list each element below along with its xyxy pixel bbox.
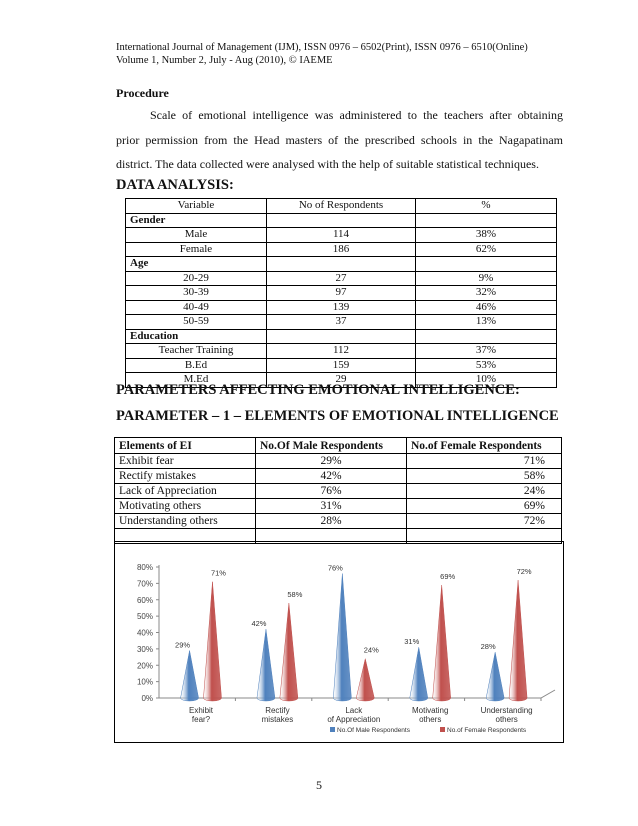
table-row (126, 228, 557, 243)
row-label: 30-39 (126, 286, 267, 301)
column-header: Variable (126, 199, 267, 214)
x-tick-label: others (419, 715, 442, 724)
element-cell: Motivating others (115, 499, 256, 514)
x-tick-label: others (495, 715, 518, 724)
row-count: 159 (267, 358, 416, 373)
ei-elements-table (114, 437, 562, 544)
x-tick-label: Understanding (480, 706, 533, 715)
female-cell: 24% (407, 484, 562, 499)
row-label: Teacher Training (126, 344, 267, 359)
legend-swatch (440, 727, 445, 732)
data-label: 71% (210, 568, 226, 578)
female-cell: 71% (407, 454, 562, 469)
row-percent: 38% (416, 228, 557, 243)
data-label: 31% (404, 637, 420, 647)
cone-bar (410, 647, 428, 701)
table-row (126, 242, 557, 257)
cone-bar (356, 659, 374, 701)
cone-bar (433, 585, 451, 701)
y-tick-label: 10% (136, 677, 153, 687)
parameter1-heading: PARAMETER – 1 – ELEMENTS OF EMOTIONAL INTELLIGENCE (116, 408, 559, 424)
row-count: 139 (267, 300, 416, 315)
journal-header-line1: International Journal of Management (IJM), ISSN 0976 – 6502(Print), ISSN 0976 – 6510(Online) (116, 42, 528, 53)
data-label: 42% (251, 619, 267, 629)
row-count: 27 (267, 271, 416, 286)
row-count: 29 (267, 373, 416, 388)
data-analysis-heading: DATA ANALYSIS: (116, 177, 234, 193)
procedure-line-2: prior permission from the Head masters of the prescribed schools in the Nagapatinam (116, 133, 563, 147)
row-label: 20-29 (126, 271, 267, 286)
column-header: Elements of EI (115, 438, 256, 454)
section-title: Age (126, 257, 267, 272)
procedure-heading: Procedure (116, 86, 169, 100)
male-cell: 28% (256, 514, 407, 529)
data-label: 28% (480, 642, 496, 652)
row-count: 186 (267, 242, 416, 257)
parameters-heading: PARAMETERS AFFECTING EMOTIONAL INTELLIGENCE: (116, 382, 520, 398)
cone-bar (181, 651, 199, 701)
row-label: B.Ed (126, 358, 267, 373)
female-cell: 72% (407, 514, 562, 529)
male-cell: 29% (256, 454, 407, 469)
table-row (126, 271, 557, 286)
x-tick-label: Lack (345, 706, 363, 715)
x-tick-label: Motivating (411, 706, 449, 715)
male-cell: 42% (256, 469, 407, 484)
ei-cone-chart (115, 542, 563, 742)
data-label: 58% (287, 590, 303, 600)
section-row-education (126, 329, 557, 344)
cone-bar (486, 652, 504, 701)
procedure-line-3: district. The data collected were analysed with the help of suitable statistical techniques. (116, 157, 539, 171)
y-tick-label: 30% (136, 644, 153, 654)
y-tick-label: 60% (136, 595, 153, 605)
table-row (126, 358, 557, 373)
x-tick-label: Rectify (265, 706, 290, 715)
row-count: 97 (267, 286, 416, 301)
section-row-gender (126, 213, 557, 228)
column-header: % (416, 199, 557, 214)
x-tick-label: of Appreciation (327, 715, 381, 724)
cone-bar (280, 603, 298, 701)
table-row (115, 484, 562, 499)
legend-label: No.Of Male Respondents (337, 727, 410, 734)
column-header: No.of Female Respondents (407, 438, 562, 454)
row-label: Female (126, 242, 267, 257)
data-label: 69% (440, 572, 456, 582)
table-header-row (115, 438, 562, 454)
element-cell: Lack of Appreciation (115, 484, 256, 499)
journal-header-line2: Volume 1, Number 2, July - Aug (2010), © IAEME (116, 55, 333, 66)
table-row (115, 514, 562, 529)
section-row-age (126, 257, 557, 272)
table-row (126, 286, 557, 301)
male-cell: 76% (256, 484, 407, 499)
data-label: 29% (175, 640, 191, 650)
data-label: 24% (363, 645, 379, 655)
table-row (126, 315, 557, 330)
row-percent: 37% (416, 344, 557, 359)
table-row (126, 344, 557, 359)
element-cell: Exhibit fear (115, 454, 256, 469)
male-cell: 31% (256, 499, 407, 514)
row-label: M.Ed (126, 373, 267, 388)
ei-chart-frame (114, 541, 564, 743)
row-count: 114 (267, 228, 416, 243)
table-row (115, 499, 562, 514)
legend-label: No.of Female Respondents (447, 727, 527, 734)
row-count: 37 (267, 315, 416, 330)
legend-swatch (330, 727, 335, 732)
table-row (126, 300, 557, 315)
y-tick-label: 0% (141, 694, 153, 703)
cone-bar (257, 629, 275, 701)
y-tick-label: 50% (136, 612, 153, 622)
female-cell: 69% (407, 499, 562, 514)
cone-bar (509, 580, 527, 701)
page-number: 5 (316, 778, 322, 792)
row-label: 40-49 (126, 300, 267, 315)
data-label: 76% (327, 563, 343, 573)
row-label: Male (126, 228, 267, 243)
row-percent: 62% (416, 242, 557, 257)
data-label: 72% (516, 567, 532, 577)
y-tick-label: 20% (136, 661, 153, 671)
table-row (115, 469, 562, 484)
row-percent: 13% (416, 315, 557, 330)
row-percent: 10% (416, 373, 557, 388)
procedure-line-1: Scale of emotional intelligence was administered to the teachers after obtaining (150, 108, 563, 122)
x-tick-label: mistakes (261, 715, 294, 724)
y-tick-label: 80% (136, 563, 153, 572)
row-count: 112 (267, 344, 416, 359)
table-row (115, 454, 562, 469)
y-tick-label: 40% (136, 628, 153, 638)
section-title: Gender (126, 213, 267, 228)
female-cell: 58% (407, 469, 562, 484)
x-tick-label: fear? (191, 715, 211, 724)
table-header-row (126, 199, 557, 214)
cone-bar (203, 582, 221, 701)
cone-bar (333, 574, 351, 701)
y-tick-label: 70% (136, 579, 153, 589)
section-title: Education (126, 329, 267, 344)
row-percent: 9% (416, 271, 557, 286)
row-percent: 46% (416, 300, 557, 315)
demographics-table (125, 198, 557, 388)
element-cell: Rectify mistakes (115, 469, 256, 484)
column-header: No of Respondents (267, 199, 416, 214)
element-cell: Understanding others (115, 514, 256, 529)
row-percent: 32% (416, 286, 557, 301)
row-percent: 53% (416, 358, 557, 373)
x-tick-label: Exhibit (189, 706, 214, 715)
column-header: No.Of Male Respondents (256, 438, 407, 454)
row-label: 50-59 (126, 315, 267, 330)
